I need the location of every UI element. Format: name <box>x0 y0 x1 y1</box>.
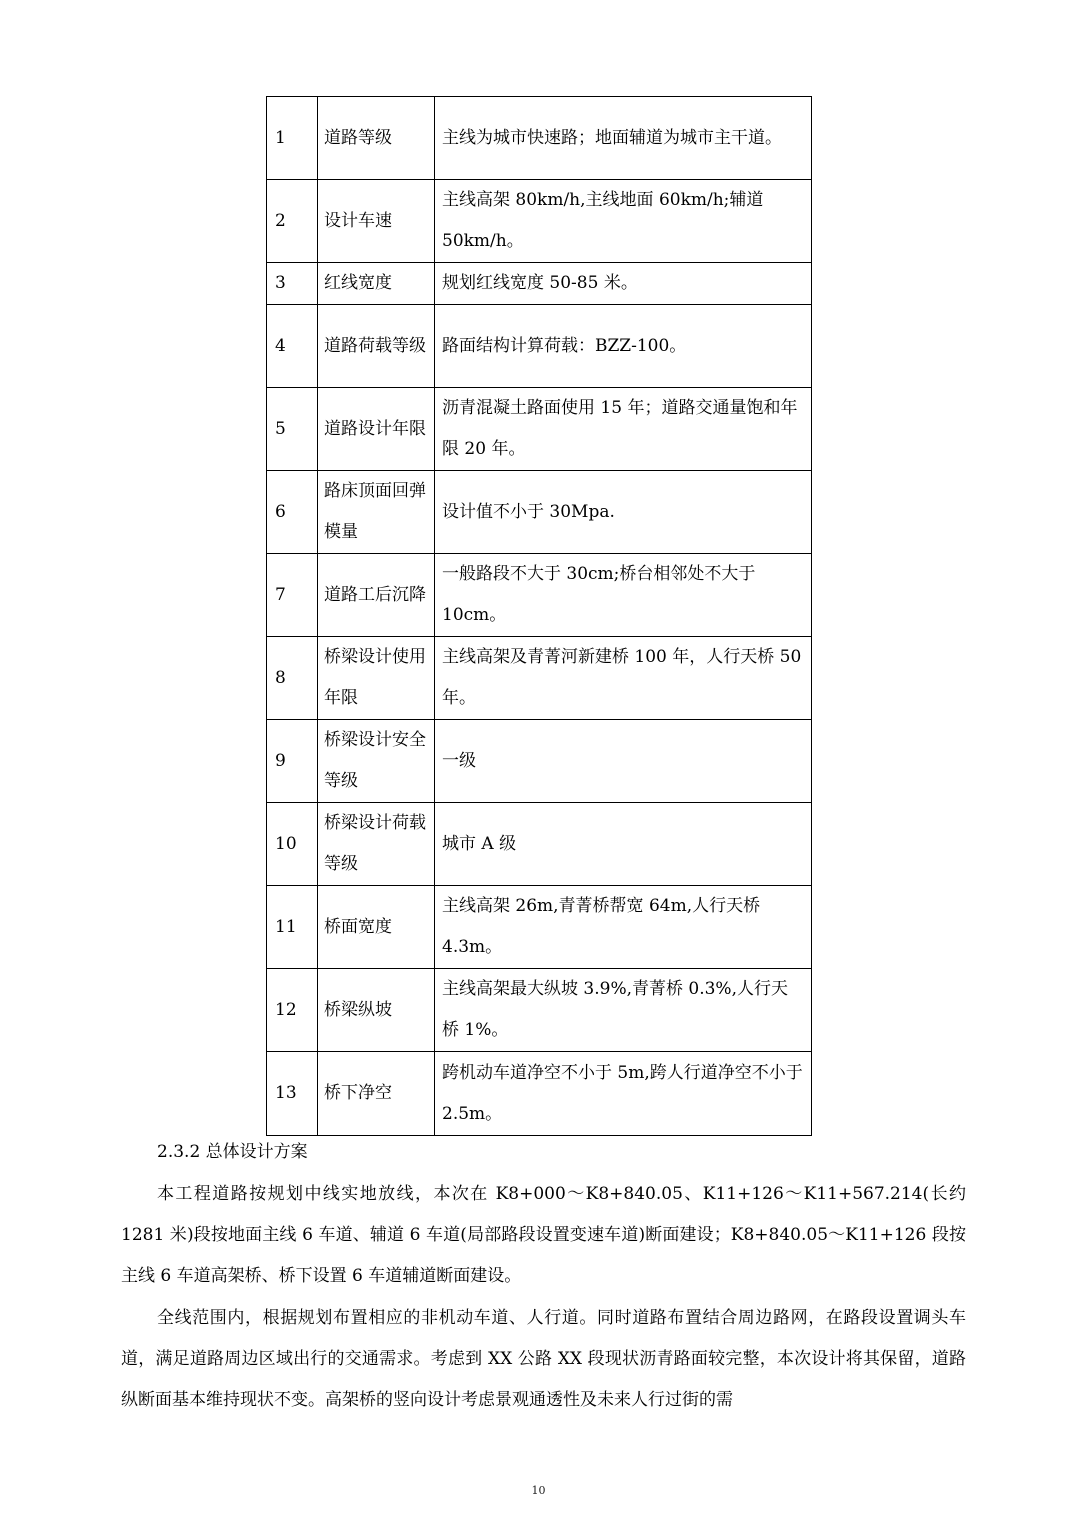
row-number: 3 <box>267 263 318 305</box>
row-number: 6 <box>267 471 318 554</box>
row-value: 城市 A 级 <box>435 803 812 886</box>
row-number: 11 <box>267 886 318 969</box>
row-value: 跨机动车道净空不小于 5m,跨人行道净空不小于 2.5m。 <box>435 1052 812 1136</box>
row-item: 路床顶面回弹模量 <box>318 471 435 554</box>
row-number: 12 <box>267 969 318 1052</box>
row-item: 道路等级 <box>318 97 435 180</box>
table-row <box>267 97 812 180</box>
row-value: 主线高架 26m,青菁桥帮宽 64m,人行天桥 4.3m。 <box>435 886 812 969</box>
row-value: 一级 <box>435 720 812 803</box>
row-item: 桥梁纵坡 <box>318 969 435 1052</box>
row-value: 规划红线宽度 50-85 米。 <box>435 263 812 305</box>
row-value: 路面结构计算荷载：BZZ-100。 <box>435 305 812 388</box>
row-number: 1 <box>267 97 318 180</box>
row-item: 桥面宽度 <box>318 886 435 969</box>
row-value: 沥青混凝土路面使用 15 年；道路交通量饱和年限 20 年。 <box>435 388 812 471</box>
table-row <box>267 388 812 471</box>
body-paragraph: 本工程道路按规划中线实地放线，本次在 K8+000～K8+840.05、K11+126～K11+567.214(长约 1281 米)段按地面主线 6 车道、辅道 6 车道(局部路段设置变速车道)断面建设；K8+840.05～K11+126 段按主线 6 车道高架桥、桥下设置 6 车道辅道断面建设。 <box>121 1184 966 1286</box>
row-item: 桥梁设计荷载等级 <box>318 803 435 886</box>
row-number: 4 <box>267 305 318 388</box>
row-value: 一般路段不大于 30cm;桥台相邻处不大于 10cm。 <box>435 554 812 637</box>
table-row <box>267 969 812 1052</box>
table-row <box>267 720 812 803</box>
table-row <box>267 1052 812 1136</box>
row-value: 设计值不小于 30Mpa. <box>435 471 812 554</box>
row-number: 13 <box>267 1052 318 1136</box>
row-value: 主线高架最大纵坡 3.9%,青菁桥 0.3%,人行天桥 1%。 <box>435 969 812 1052</box>
row-value: 主线高架及青菁河新建桥 100 年，人行天桥 50 年。 <box>435 637 812 720</box>
table-row <box>267 886 812 969</box>
table-row <box>267 803 812 886</box>
table-row <box>267 263 812 305</box>
table-row <box>267 180 812 263</box>
row-item: 桥梁设计使用年限 <box>318 637 435 720</box>
row-number: 2 <box>267 180 318 263</box>
row-value: 主线高架 80km/h,主线地面 60km/h;辅道 50km/h。 <box>435 180 812 263</box>
page-number: 10 <box>531 1484 546 1497</box>
row-number: 9 <box>267 720 318 803</box>
row-item: 桥梁设计安全等级 <box>318 720 435 803</box>
row-item: 设计车速 <box>318 180 435 263</box>
row-number: 5 <box>267 388 318 471</box>
section-heading: 2.3.2 总体设计方案 <box>157 1142 308 1162</box>
row-item: 道路工后沉降 <box>318 554 435 637</box>
table-row <box>267 554 812 637</box>
row-item: 桥下净空 <box>318 1052 435 1136</box>
row-number: 7 <box>267 554 318 637</box>
row-number: 10 <box>267 803 318 886</box>
row-item: 道路设计年限 <box>318 388 435 471</box>
design-standards-table-body <box>267 97 812 1136</box>
row-item: 道路荷载等级 <box>318 305 435 388</box>
table-row <box>267 305 812 388</box>
row-item: 红线宽度 <box>318 263 435 305</box>
design-standards-table <box>266 96 812 1136</box>
body-paragraph: 全线范围内，根据规划布置相应的非机动车道、人行道。同时道路布置结合周边路网，在路段设置调头车道，满足道路周边区域出行的交通需求。考虑到 XX 公路 XX 段现状沥青路面较完整，本次设计将其保留，道路纵断面基本维持现状不变。高架桥的竖向设计考虑景观通透性及未来人行过街的需 <box>121 1308 966 1410</box>
table-row <box>267 471 812 554</box>
row-value: 主线为城市快速路；地面辅道为城市主干道。 <box>435 97 812 180</box>
table-row <box>267 637 812 720</box>
row-number: 8 <box>267 637 318 720</box>
